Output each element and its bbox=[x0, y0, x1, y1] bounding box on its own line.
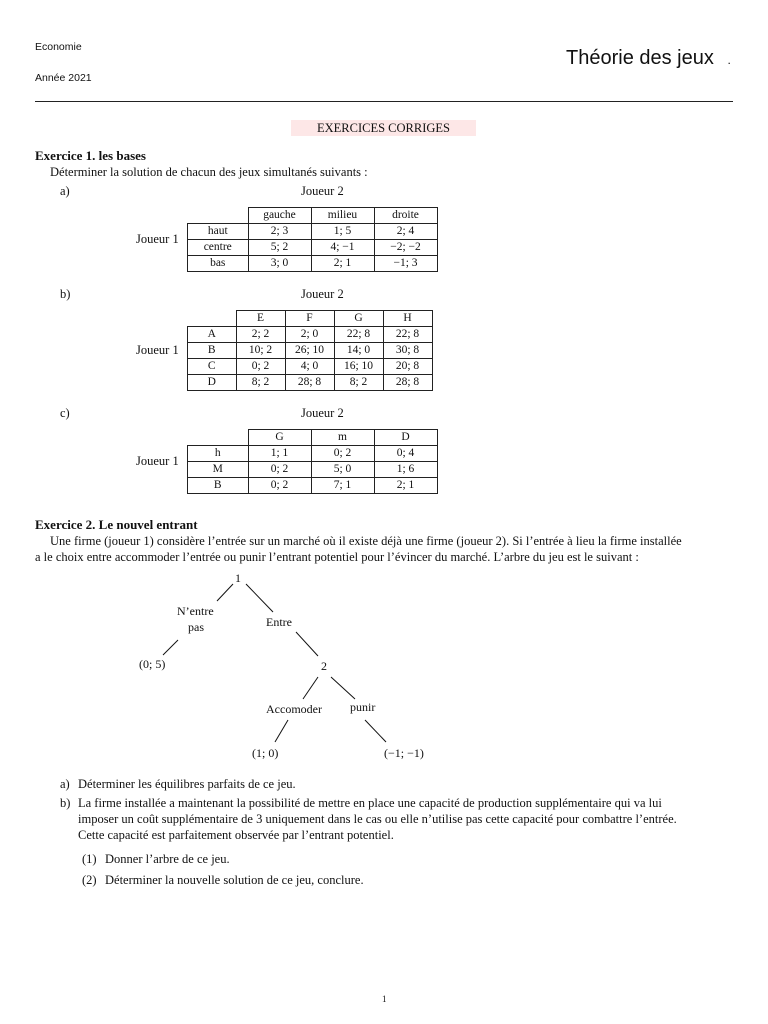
payoff-cell: 1; 6 bbox=[374, 462, 437, 478]
payoff-cell: 2; 3 bbox=[248, 224, 311, 240]
tree-edge-2-punish bbox=[331, 677, 355, 699]
subquestion-2-label: (2) bbox=[82, 873, 97, 887]
column-header: D bbox=[374, 430, 437, 446]
game-c-label: c) bbox=[60, 406, 70, 420]
tree-label-accommodate: Accomoder bbox=[266, 702, 322, 716]
row-header: haut bbox=[188, 224, 249, 240]
payoff-cell: 2; 1 bbox=[311, 256, 374, 272]
tree-edge-1-entry bbox=[246, 584, 273, 612]
column-header: F bbox=[285, 311, 334, 327]
header-year: Année 2021 bbox=[35, 72, 92, 84]
payoff-cell: 2; 1 bbox=[374, 478, 437, 494]
row-header: M bbox=[188, 462, 249, 478]
payoff-cell: 2; 4 bbox=[374, 224, 437, 240]
column-header: H bbox=[383, 311, 432, 327]
tree-label-no-entry-line1: N’entre bbox=[177, 604, 214, 618]
question-a-label: a) bbox=[60, 777, 70, 791]
row-header: D bbox=[188, 375, 237, 391]
tree-edge-2-accommodate bbox=[303, 677, 318, 699]
exercise1-intro: Déterminer la solution de chacun des jeux simultanés suivants : bbox=[50, 165, 368, 179]
payoff-cell: 2; 2 bbox=[236, 327, 285, 343]
column-header: droite bbox=[374, 208, 437, 224]
subquestion-1-label: (1) bbox=[82, 852, 97, 866]
question-b-line1: La firme installée a maintenant la possibilité de mettre en place une capacité de production supplémentaire qui va lui bbox=[78, 796, 662, 810]
payoff-cell: 7; 1 bbox=[311, 478, 374, 494]
subquestion-1-text: Donner l’arbre de ce jeu. bbox=[105, 852, 230, 866]
document-title-dot: . bbox=[727, 53, 731, 67]
subquestion-2-text: Déterminer la nouvelle solution de ce jeu, conclure. bbox=[105, 873, 364, 887]
tree-label-punish: punir bbox=[350, 700, 376, 714]
payoff-cell: 14; 0 bbox=[334, 343, 383, 359]
payoff-cell: 4; 0 bbox=[285, 359, 334, 375]
payoff-cell: 2; 0 bbox=[285, 327, 334, 343]
payoff-cell: 0; 2 bbox=[311, 446, 374, 462]
game-b-label: b) bbox=[60, 287, 71, 301]
game-b-player1: Joueur 1 bbox=[136, 343, 179, 357]
payoff-cell: 26; 10 bbox=[285, 343, 334, 359]
column-header: m bbox=[311, 430, 374, 446]
tree-payoff-accommodate: (1; 0) bbox=[252, 746, 279, 760]
column-header: G bbox=[248, 430, 311, 446]
payoff-cell: 8; 2 bbox=[334, 375, 383, 391]
payoff-cell: 0; 2 bbox=[248, 478, 311, 494]
question-b-line2: imposer un coût supplémentaire de 3 uniquement dans le cas ou elle n’utilise pas cette capacité pour combattre l’entrée. bbox=[78, 812, 677, 826]
game-c-player2: Joueur 2 bbox=[301, 406, 344, 420]
tree-node-2: 2 bbox=[321, 659, 327, 673]
tree-edge-entry-2 bbox=[296, 632, 318, 656]
payoff-cell: 0; 2 bbox=[236, 359, 285, 375]
payoff-cell: 5; 2 bbox=[248, 240, 311, 256]
row-header: C bbox=[188, 359, 237, 375]
tree-payoff-no-entry: (0; 5) bbox=[139, 657, 166, 671]
game-a-player1: Joueur 1 bbox=[136, 232, 179, 246]
column-header: G bbox=[334, 311, 383, 327]
row-header: bas bbox=[188, 256, 249, 272]
payoff-cell: 5; 0 bbox=[311, 462, 374, 478]
row-header: centre bbox=[188, 240, 249, 256]
payoff-cell: 3; 0 bbox=[248, 256, 311, 272]
payoff-cell: 0; 2 bbox=[248, 462, 311, 478]
tree-edge-1-noentry bbox=[217, 584, 233, 601]
tree-payoff-punish: (−1; −1) bbox=[384, 746, 424, 760]
payoff-cell: 16; 10 bbox=[334, 359, 383, 375]
game-b-player2: Joueur 2 bbox=[301, 287, 344, 301]
payoff-cell: −2; −2 bbox=[374, 240, 437, 256]
row-header: B bbox=[188, 343, 237, 359]
exercise2-text-line2: a le choix entre accommoder l’entrée ou punir l’entrant potentiel pour l’évincer du marché. L’arbre du jeu est le suivant : bbox=[35, 550, 639, 564]
tree-edge-noentry-payoff bbox=[163, 640, 178, 655]
payoff-cell: 8; 2 bbox=[236, 375, 285, 391]
row-header: h bbox=[188, 446, 249, 462]
exercise2-title: Exercice 2. Le nouvel entrant bbox=[35, 517, 198, 532]
tree-label-entry: Entre bbox=[266, 615, 292, 629]
game-c-player1: Joueur 1 bbox=[136, 454, 179, 468]
payoff-cell: 28; 8 bbox=[383, 375, 432, 391]
payoff-cell: 28; 8 bbox=[285, 375, 334, 391]
payoff-cell: 30; 8 bbox=[383, 343, 432, 359]
tree-node-1: 1 bbox=[235, 571, 241, 585]
game-a-player2: Joueur 2 bbox=[301, 184, 344, 198]
payoff-cell: 10; 2 bbox=[236, 343, 285, 359]
header-subject: Economie bbox=[35, 41, 82, 53]
column-header: E bbox=[236, 311, 285, 327]
payoff-cell: 1; 5 bbox=[311, 224, 374, 240]
question-b-label: b) bbox=[60, 796, 71, 810]
payoff-cell: 0; 4 bbox=[374, 446, 437, 462]
page-number: 1 bbox=[382, 994, 387, 1004]
payoff-cell: 22; 8 bbox=[334, 327, 383, 343]
exercise1-title: Exercice 1. les bases bbox=[35, 148, 146, 163]
row-header: B bbox=[188, 478, 249, 494]
document-title-text: Théorie des jeux bbox=[566, 47, 714, 69]
question-b-line3: Cette capacité est parfaitement observée par l’entrant potentiel. bbox=[78, 828, 394, 842]
payoff-cell: −1; 3 bbox=[374, 256, 437, 272]
payoff-cell: 22; 8 bbox=[383, 327, 432, 343]
banner-exercices-corriges: EXERCICES CORRIGES bbox=[291, 120, 476, 136]
exercise2-text-line1: Une firme (joueur 1) considère l’entrée sur un marché où il existe déjà une firme (joueur 2). Si l’entrée à lieu la firme installée bbox=[50, 534, 682, 548]
game-a-label: a) bbox=[60, 184, 70, 198]
tree-edge-punish-payoff bbox=[365, 720, 386, 742]
question-a-text: Déterminer les équilibres parfaits de ce jeu. bbox=[78, 777, 296, 791]
column-header: milieu bbox=[311, 208, 374, 224]
tree-label-no-entry-line2: pas bbox=[188, 620, 204, 634]
payoff-cell: 20; 8 bbox=[383, 359, 432, 375]
payoff-cell: 1; 1 bbox=[248, 446, 311, 462]
tree-edge-accommodate-payoff bbox=[275, 720, 288, 742]
column-header: gauche bbox=[248, 208, 311, 224]
payoff-cell: 4; −1 bbox=[311, 240, 374, 256]
row-header: A bbox=[188, 327, 237, 343]
